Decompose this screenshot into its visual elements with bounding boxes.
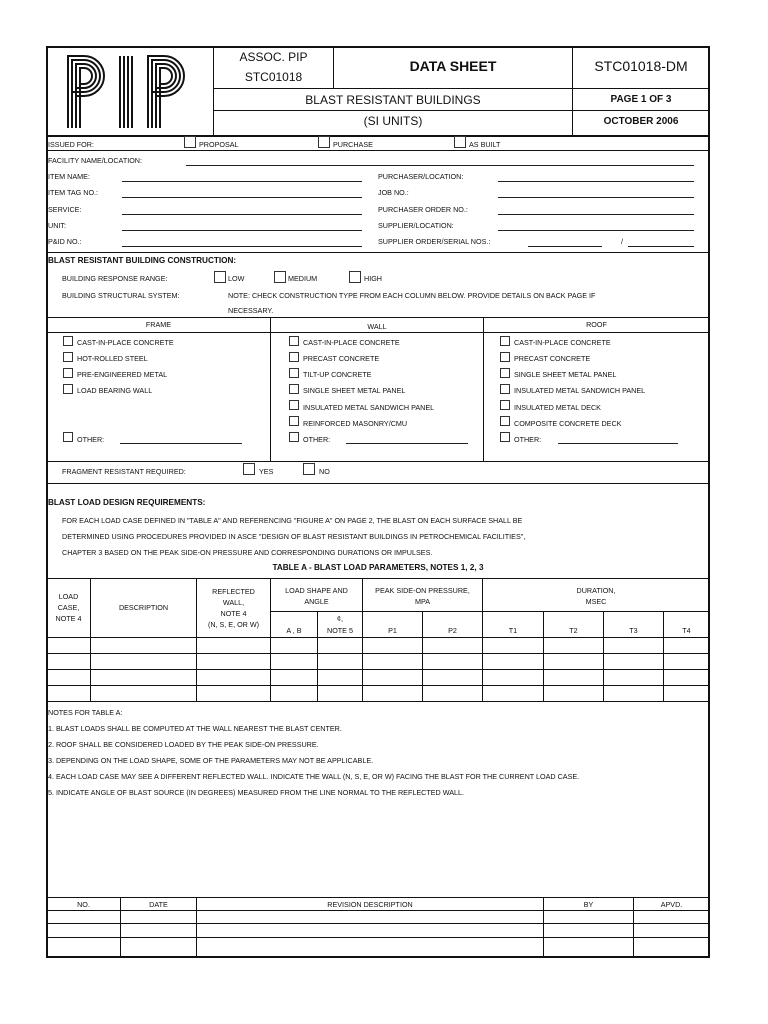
frame-load-bearing-checkbox[interactable] — [63, 384, 73, 394]
wall-tilt-up-checkbox[interactable] — [289, 368, 299, 378]
sub-p1: P1 — [388, 626, 397, 635]
rev-description-header: REVISION DESCRIPTION — [327, 900, 413, 909]
sub-p2: P2 — [448, 626, 457, 635]
assoc-pip-label: ASSOC. PIP — [239, 50, 308, 64]
purchaser-location-field[interactable] — [498, 181, 694, 182]
blast-title: BLAST LOAD DESIGN REQUIREMENTS: — [48, 498, 206, 507]
col-duration-line: DURATION, — [576, 586, 616, 595]
doc-type-title: DATA SHEET — [409, 58, 497, 74]
col-reflected-line: NOTE 4 — [220, 609, 247, 618]
roof-metal-deck-checkbox[interactable] — [500, 400, 510, 410]
facility-label: FACILITY NAME/LOCATION: — [48, 156, 142, 165]
frame-item: PRE-ENGINEERED METAL — [77, 370, 168, 379]
job-no-field[interactable] — [498, 197, 694, 198]
serial-separator: / — [621, 237, 623, 246]
wall-item: INSULATED METAL SANDWICH PANEL — [303, 403, 435, 412]
col-duration-line: MSEC — [585, 597, 607, 606]
proposal-label: PROPOSAL — [199, 140, 239, 149]
medium-label: MEDIUM — [288, 274, 318, 283]
roof-item: INSULATED METAL SANDWICH PANEL — [514, 386, 646, 395]
sub-t2: T2 — [569, 626, 578, 635]
frame-item: CAST-IN-PLACE CONCRETE — [77, 338, 174, 347]
roof-item: INSULATED METAL DECK — [514, 403, 601, 412]
frame-other-field[interactable] — [120, 443, 242, 444]
wall-sandwich-checkbox[interactable] — [289, 400, 299, 410]
col-reflected-line: REFLECTED — [212, 587, 255, 596]
job-no-label: JOB NO.: — [378, 188, 409, 197]
item-name-label: ITEM NAME: — [48, 172, 90, 181]
medium-checkbox[interactable] — [274, 271, 286, 283]
facility-field[interactable] — [186, 165, 694, 166]
as-built-label: AS BUILT — [469, 140, 501, 149]
roof-single-sheet-checkbox[interactable] — [500, 368, 510, 378]
roof-other-label: OTHER: — [514, 435, 542, 444]
structural-system-label: BUILDING STRUCTURAL SYSTEM: — [62, 291, 180, 300]
wall-item: SINGLE SHEET METAL PANEL — [303, 386, 406, 395]
fragment-label: FRAGMENT RESISTANT REQUIRED: — [62, 467, 186, 476]
note-item: 3. DEPENDING ON THE LOAD SHAPE, SOME OF THE PARAMETERS MAY NOT BE APPLICABLE. — [48, 756, 374, 765]
proposal-checkbox[interactable] — [184, 136, 196, 148]
note-item: 1. BLAST LOADS SHALL BE COMPUTED AT THE WALL NEAREST THE BLAST CENTER. — [48, 724, 342, 733]
service-field[interactable] — [122, 214, 362, 215]
sub-t1: T1 — [508, 626, 518, 635]
fragment-yes-label: YES — [259, 467, 274, 476]
unit-label: UNIT: — [48, 221, 66, 230]
col-description: DESCRIPTION — [118, 603, 169, 612]
doc-code: STC01018-DM — [594, 58, 688, 74]
col-load-line: NOTE 4 — [55, 614, 82, 623]
assoc-code-label: STC01018 — [244, 70, 303, 84]
roof-cast-in-place-checkbox[interactable] — [500, 336, 510, 346]
col-reflected-line: WALL, — [222, 598, 245, 607]
purchaser-location-label: PURCHASER/LOCATION: — [378, 172, 464, 181]
roof-header: ROOF — [586, 320, 607, 329]
roof-sandwich-checkbox[interactable] — [500, 384, 510, 394]
rev-date-header: DATE — [149, 900, 168, 909]
wall-masonry-checkbox[interactable] — [289, 416, 299, 426]
sub-t3: T3 — [629, 626, 638, 635]
wall-item: PRECAST CONCRETE — [303, 354, 380, 363]
blast-paragraph-line: FOR EACH LOAD CASE DEFINED IN "TABLE A" AND REFERENCING "FIGURE A" ON PAGE 2, THE BLAST ON EACH SURFACE SHALL BE — [62, 516, 523, 525]
item-tag-field[interactable] — [122, 197, 362, 198]
supplier-order-label: SUPPLIER ORDER/SERIAL NOS.: — [378, 237, 491, 246]
response-range-label: BUILDING RESPONSE RANGE: — [62, 274, 168, 283]
rev-apvd-header: APVD. — [660, 900, 683, 909]
doc-date: OCTOBER 2006 — [603, 116, 679, 127]
purchaser-order-field[interactable] — [498, 214, 694, 215]
roof-item: COMPOSITE CONCRETE DECK — [514, 419, 622, 428]
note-item: 5. INDICATE ANGLE OF BLAST SOURCE (IN DEGREES) MEASURED FROM THE LINE NORMAL TO THE REFLECTED WALL. — [48, 788, 465, 797]
frame-item: HOT-ROLLED STEEL — [77, 354, 148, 363]
col-shape-line: LOAD SHAPE AND — [285, 586, 348, 595]
col-peak-line: MPA — [414, 597, 431, 606]
rev-by-header: BY — [583, 900, 594, 909]
supplier-location-field[interactable] — [498, 230, 694, 231]
blast-paragraph-line: CHAPTER 3 BASED ON THE PEAK SIDE-ON PRESSURE AND CORRESPONDING DURATIONS OR IMPULSES. — [62, 548, 433, 557]
page-number: PAGE 1 OF 3 — [610, 94, 672, 105]
item-name-field[interactable] — [122, 181, 362, 182]
construction-title: BLAST RESISTANT BUILDING CONSTRUCTION: — [48, 256, 237, 265]
issued-for-label: ISSUED FOR: — [48, 140, 94, 149]
high-label: HIGH — [364, 274, 382, 283]
pid-field[interactable] — [122, 246, 362, 247]
frame-item: LOAD BEARING WALL — [77, 386, 153, 395]
roof-other-checkbox[interactable] — [500, 432, 510, 442]
wall-item: REINFORCED MASONRY/CMU — [303, 419, 408, 428]
pid-label: P&ID NO.: — [48, 237, 82, 246]
wall-other-checkbox[interactable] — [289, 432, 299, 442]
notes-title: NOTES FOR TABLE A: — [48, 708, 123, 717]
wall-item: TILT-UP CONCRETE — [303, 370, 372, 379]
supplier-location-label: SUPPLIER/LOCATION: — [378, 221, 454, 230]
frame-other-label: OTHER: — [77, 435, 105, 444]
frame-header: FRAME — [145, 320, 172, 329]
col-peak-line: PEAK SIDE-ON PRESSURE, — [375, 586, 470, 595]
sub-angle-line: NOTE 5 — [327, 626, 353, 635]
construction-note-line2: NECESSARY. — [228, 306, 274, 315]
fragment-yes-checkbox[interactable] — [243, 463, 255, 475]
service-label: SERVICE: — [48, 205, 82, 214]
col-reflected-line: (N, S, E, OR W) — [207, 620, 260, 629]
note-item: 2. ROOF SHALL BE CONSIDERED LOADED BY THE PEAK SIDE-ON PRESSURE. — [48, 740, 319, 749]
sub-t4: T4 — [682, 626, 691, 635]
rev-no-header: NO. — [77, 900, 90, 909]
col-load-line: CASE, — [57, 603, 80, 612]
pip-logo — [62, 52, 202, 130]
subtitle-units: (SI UNITS) — [363, 114, 423, 128]
frame-pre-engineered-checkbox[interactable] — [63, 368, 73, 378]
frame-other-checkbox[interactable] — [63, 432, 73, 442]
roof-item: CAST-IN-PLACE CONCRETE — [514, 338, 611, 347]
sub-angle-line: ¢, — [337, 614, 343, 623]
wall-item: CAST-IN-PLACE CONCRETE — [303, 338, 400, 347]
roof-precast-checkbox[interactable] — [500, 352, 510, 362]
unit-field[interactable] — [122, 230, 362, 231]
wall-cast-in-place-checkbox[interactable] — [289, 336, 299, 346]
low-label: LOW — [228, 274, 245, 283]
wall-precast-checkbox[interactable] — [289, 352, 299, 362]
item-tag-label: ITEM TAG NO.: — [48, 188, 99, 197]
wall-single-sheet-checkbox[interactable] — [289, 384, 299, 394]
as-built-checkbox[interactable] — [454, 136, 466, 148]
blast-paragraph-line: DETERMINED USING PROCEDURES PROVIDED IN ASCE "DESIGN OF BLAST RESISTANT BUILDINGS IN PETROCHEMICAL FACILITIES", — [62, 532, 526, 541]
frame-cast-in-place-checkbox[interactable] — [63, 336, 73, 346]
purchase-checkbox[interactable] — [318, 136, 330, 148]
supplier-order-field[interactable] — [528, 246, 602, 247]
note-item: 4. EACH LOAD CASE MAY SEE A DIFFERENT REFLECTED WALL. INDICATE THE WALL (N, S, E, OR W) FACING THE BLAST FOR THE CURRENT LOAD CASE. — [48, 772, 580, 781]
subtitle-blast: BLAST RESISTANT BUILDINGS — [305, 93, 481, 107]
wall-other-field[interactable] — [346, 443, 468, 444]
roof-composite-checkbox[interactable] — [500, 416, 510, 426]
roof-item: SINGLE SHEET METAL PANEL — [514, 370, 617, 379]
col-shape-line: ANGLE — [304, 597, 329, 606]
fragment-no-label: NO — [319, 467, 330, 476]
low-checkbox[interactable] — [214, 271, 226, 283]
high-checkbox[interactable] — [349, 271, 361, 283]
wall-other-label: OTHER: — [303, 435, 331, 444]
roof-other-field[interactable] — [558, 443, 678, 444]
col-load-line: LOAD — [58, 592, 79, 601]
serial-nos-field[interactable] — [628, 246, 694, 247]
wall-header: WALL — [367, 322, 387, 331]
fragment-no-checkbox[interactable] — [303, 463, 315, 475]
construction-note-line1: NOTE: CHECK CONSTRUCTION TYPE FROM EACH COLUMN BELOW. PROVIDE DETAILS ON BACK PAGE IF — [228, 291, 596, 300]
roof-item: PRECAST CONCRETE — [514, 354, 591, 363]
sub-ab: A , B — [286, 626, 302, 635]
frame-hot-rolled-checkbox[interactable] — [63, 352, 73, 362]
purchaser-order-label: PURCHASER ORDER NO.: — [378, 205, 468, 214]
table-a-title: TABLE A - BLAST LOAD PARAMETERS, NOTES 1, 2, 3 — [272, 563, 484, 572]
purchase-label: PURCHASE — [333, 140, 373, 149]
